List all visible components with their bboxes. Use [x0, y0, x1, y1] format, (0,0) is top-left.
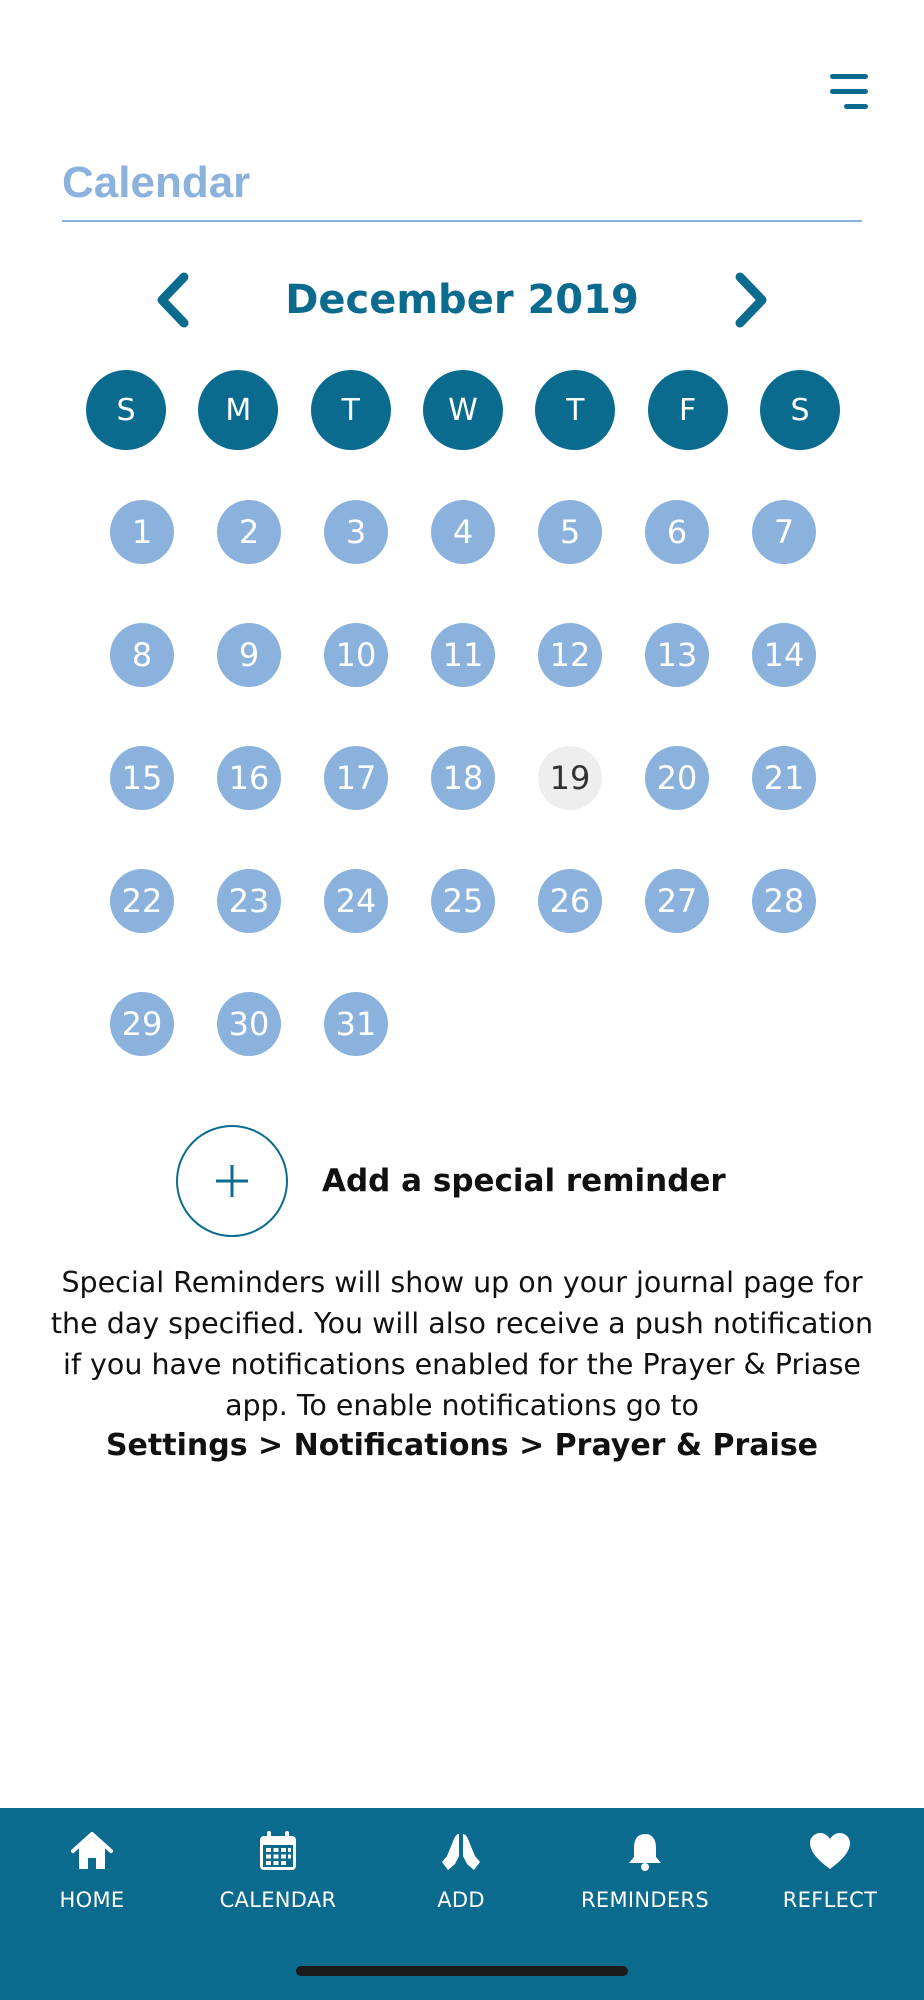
- weekday-header-row: [86, 370, 840, 450]
- weekday-wednesday: W: [423, 370, 503, 450]
- weekday-friday: F: [648, 370, 728, 450]
- day-cell[interactable]: 14: [752, 623, 816, 687]
- day-cell[interactable]: 16: [217, 746, 281, 810]
- chevron-right-icon: [732, 271, 772, 329]
- day-cell[interactable]: 7: [752, 500, 816, 564]
- settings-path-text: Settings > Notifications > Prayer & Praise: [105, 1428, 819, 1463]
- weekday-monday: M: [198, 370, 278, 450]
- day-cell[interactable]: 2: [217, 500, 281, 564]
- day-cell[interactable]: 5: [538, 500, 602, 564]
- calendar-icon: [255, 1828, 301, 1874]
- reminder-info-text: Special Reminders will show up on your journal page for the day specified. You will also receive a push notification if you have notifications enabled for the Prayer & Priase app. To enable notifications go to: [50, 1266, 874, 1422]
- month-label: December 2019: [285, 277, 639, 323]
- menu-bar: [830, 74, 868, 79]
- day-cell-today[interactable]: 19: [538, 746, 602, 810]
- tab-home[interactable]: [7, 1828, 177, 1938]
- tab-reminders[interactable]: [560, 1828, 730, 1938]
- day-cell[interactable]: 26: [538, 869, 602, 933]
- day-cell[interactable]: 17: [324, 746, 388, 810]
- day-cell[interactable]: 8: [110, 623, 174, 687]
- day-cell[interactable]: 12: [538, 623, 602, 687]
- title-divider: [62, 220, 862, 222]
- tab-label: HOME: [59, 1888, 125, 1912]
- heart-icon: [807, 1828, 853, 1874]
- tab-label: ADD: [437, 1888, 485, 1912]
- page-title: Calendar: [62, 158, 251, 207]
- tab-label: REFLECT: [782, 1888, 878, 1912]
- tab-calendar[interactable]: [193, 1828, 363, 1938]
- tab-label: CALENDAR: [219, 1888, 337, 1912]
- day-cell[interactable]: 27: [645, 869, 709, 933]
- menu-bar: [844, 104, 868, 109]
- day-cell[interactable]: 1: [110, 500, 174, 564]
- add-reminder-button[interactable]: [176, 1124, 736, 1238]
- day-cell[interactable]: 18: [431, 746, 495, 810]
- day-cell[interactable]: 13: [645, 623, 709, 687]
- day-cell[interactable]: 23: [217, 869, 281, 933]
- day-cell[interactable]: 24: [324, 869, 388, 933]
- day-cell[interactable]: 25: [431, 869, 495, 933]
- weekday-tuesday: T: [311, 370, 391, 450]
- add-reminder-label: Add a special reminder: [322, 1163, 726, 1199]
- day-cell[interactable]: 30: [217, 992, 281, 1056]
- day-cell[interactable]: 6: [645, 500, 709, 564]
- menu-bar: [830, 89, 868, 94]
- add-reminder-circle[interactable]: [176, 1125, 288, 1237]
- day-cell[interactable]: 29: [110, 992, 174, 1056]
- day-cell[interactable]: 4: [431, 500, 495, 564]
- day-cell[interactable]: 10: [324, 623, 388, 687]
- day-cell[interactable]: 20: [645, 746, 709, 810]
- day-cell[interactable]: 22: [110, 869, 174, 933]
- day-cell[interactable]: 28: [752, 869, 816, 933]
- tab-add[interactable]: [376, 1828, 546, 1938]
- weekday-thursday: T: [535, 370, 615, 450]
- tab-label: REMINDERS: [581, 1888, 709, 1912]
- bell-icon: [622, 1828, 668, 1874]
- praying-hands-icon: [438, 1828, 484, 1874]
- tab-reflect[interactable]: [745, 1828, 915, 1938]
- day-cell[interactable]: 3: [324, 500, 388, 564]
- day-grid: [110, 500, 816, 1056]
- next-month-button[interactable]: [726, 270, 778, 330]
- home-icon: [69, 1828, 115, 1874]
- day-cell[interactable]: 31: [324, 992, 388, 1056]
- hamburger-menu-icon[interactable]: [828, 72, 868, 112]
- home-indicator: [296, 1966, 628, 1976]
- day-cell[interactable]: 11: [431, 623, 495, 687]
- month-header: [140, 262, 784, 332]
- day-cell[interactable]: 9: [217, 623, 281, 687]
- day-cell[interactable]: 21: [752, 746, 816, 810]
- day-cell[interactable]: 15: [110, 746, 174, 810]
- weekday-sunday: S: [86, 370, 166, 450]
- weekday-saturday: S: [760, 370, 840, 450]
- plus-icon: [212, 1161, 252, 1201]
